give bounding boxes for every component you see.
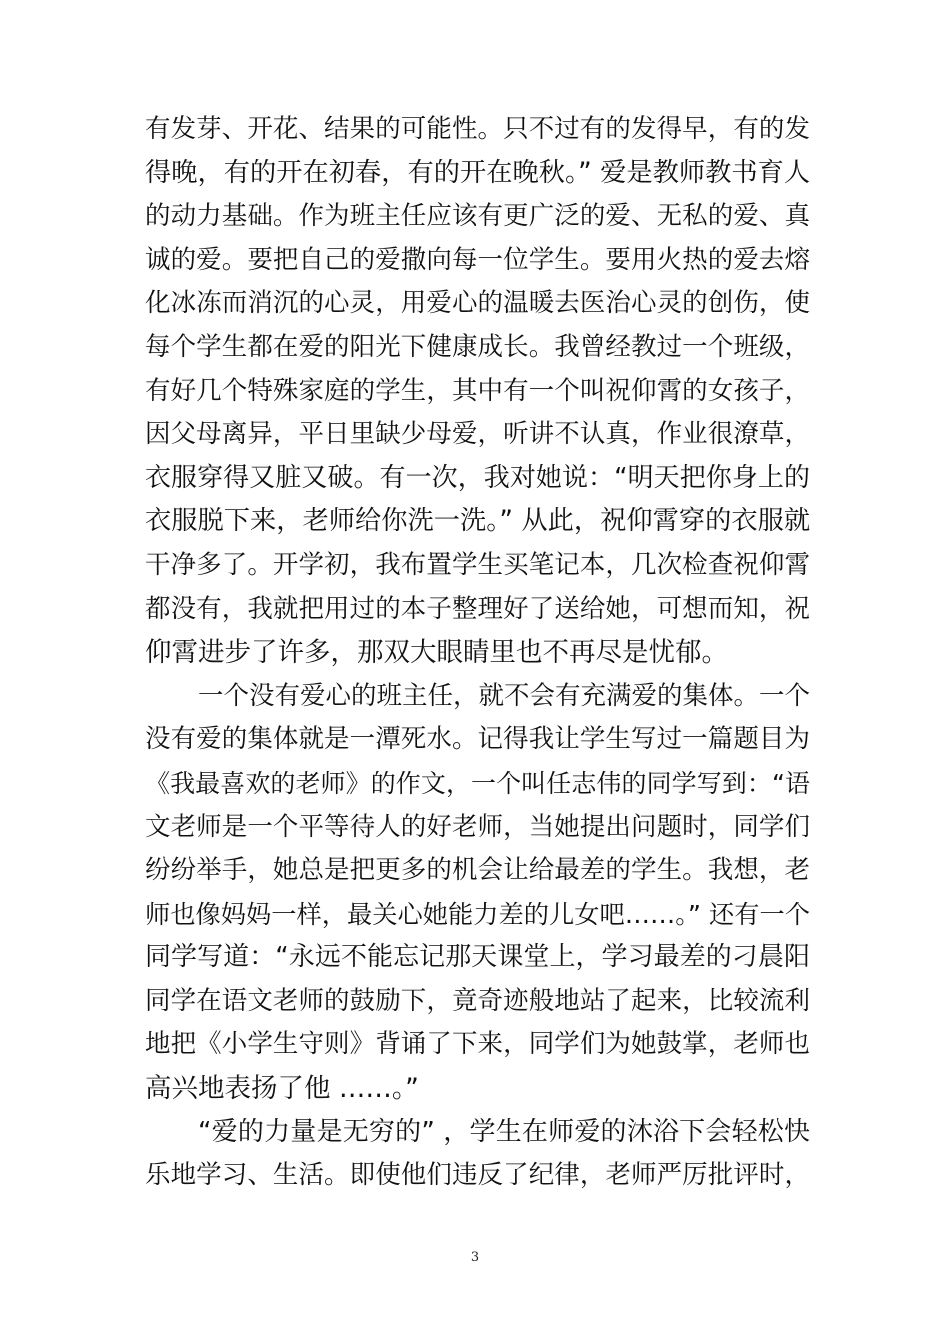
text-line: 文老师是一个平等待人的好老师，当她提出问题时，同学们 <box>145 811 810 842</box>
text-line: 每个学生都在爱的阳光下健康成长。我曾经教过一个班级， <box>145 331 810 362</box>
text-line: 师也像妈妈一样，最关心她能力差的儿女吧……。” 还有一个 <box>145 899 810 929</box>
text-line: 都没有，我就把用过的本子整理好了送给她，可想而知，祝 <box>145 593 810 624</box>
text-line: 化冰冻而消沉的心灵，用爱心的温暖去医治心灵的创伤，使 <box>145 288 810 319</box>
text-line: 没有爱的集体就是一潭死水。记得我让学生写过一篇题目为 <box>145 724 810 755</box>
text-line: 有好几个特殊家庭的学生，其中有一个叫祝仰霄的女孩子， <box>145 375 810 406</box>
paragraph-end-line: 仰霄进步了许多，那双大眼睛里也不再尽是忧郁。 <box>145 637 728 669</box>
page-number: 3 <box>470 1250 480 1265</box>
text-line: 因父母离异，平日里缺少母爱，听讲不认真，作业很潦草， <box>145 419 810 450</box>
body-text <box>145 108 810 1198</box>
text-line: 纷纷举手，她总是把更多的机会让给最差的学生。我想，老 <box>145 855 810 886</box>
text-line: 同学写道：“永远不能忘记那天课堂上，学习最差的刁晨阳 <box>145 942 810 973</box>
paragraph-start-line: “爱的力量是无穷的” ，学生在师爱的沐浴下会轻松快 <box>198 1116 810 1147</box>
text-line: 衣服脱下来，老师给你洗一洗。” 从此，祝仰霄穿的衣服就 <box>145 506 811 537</box>
text-line: 有发芽、开花、结果的可能性。只不过有的发得早，有的发 <box>145 114 810 144</box>
text-line: 干净多了。开学初，我布置学生买笔记本，几次检查祝仰霄 <box>145 549 810 580</box>
text-line: 的动力基础。作为班主任应该有更广泛的爱、无私的爱、真 <box>145 201 810 232</box>
paragraph-start-line: 一个没有爱心的班主任，就不会有充满爱的集体。一个 <box>198 680 811 711</box>
text-line: 同学在语文老师的鼓励下，竟奇迹般地站了起来，比较流利 <box>145 985 810 1016</box>
text-line: 地把《小学生守则》背诵了下来，同学们为她鼓掌，老师也 <box>145 1029 810 1060</box>
text-line: 乐地学习、生活。即使他们违反了纪律，老师严厉批评时， <box>145 1160 810 1191</box>
text-line: 诚的爱。要把自己的爱撒向每一位学生。要用火热的爱去熔 <box>145 244 810 275</box>
text-line: 得晚，有的开在初春，有的开在晚秋。” 爱是教师教书育人 <box>145 157 811 188</box>
text-line: 《我最喜欢的老师》的作文，一个叫任志伟的同学写到：“语 <box>145 768 810 798</box>
paragraph-end-line: 高兴地表扬了他 ……。” <box>145 1073 419 1105</box>
text-line: 衣服穿得又脏又破。有一次，我对她说：“明天把你身上的 <box>145 462 810 493</box>
